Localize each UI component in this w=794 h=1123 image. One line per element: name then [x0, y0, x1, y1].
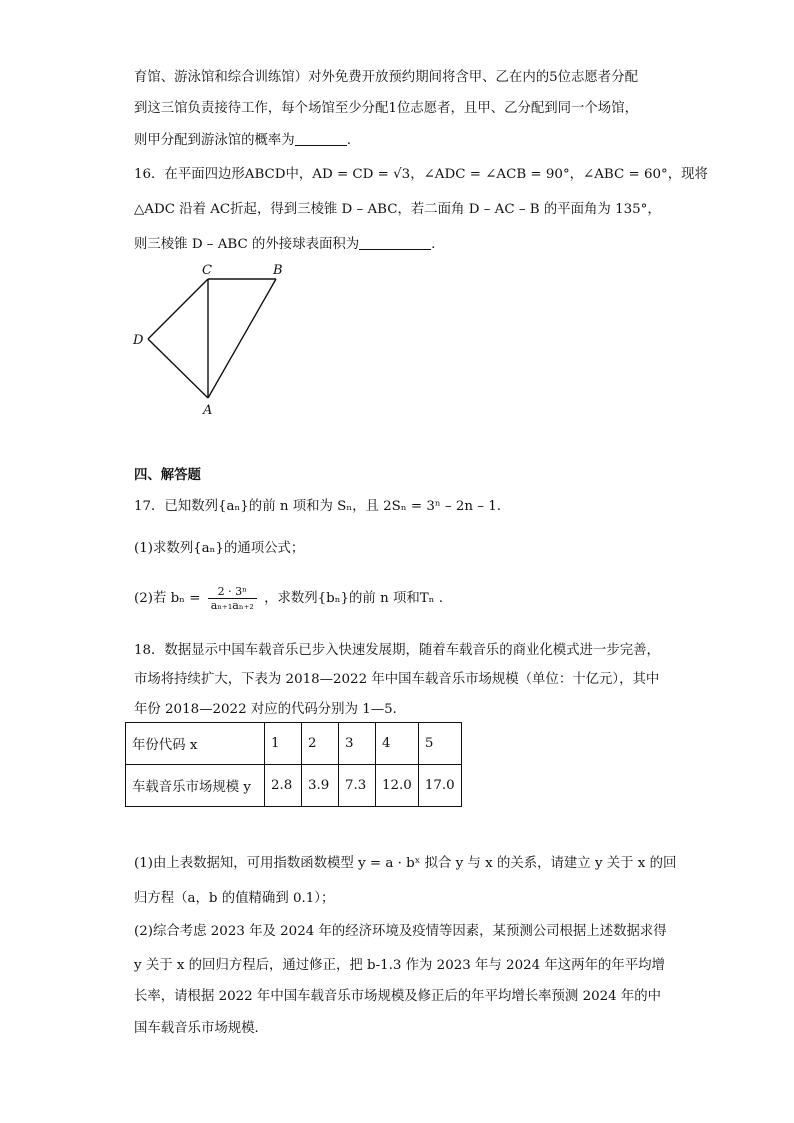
- question-18-part-2: (2)综合考虑 2023 年及 2024 年的经济环境及疫情等因素，某预测公司根据上述数据求得: [134, 924, 667, 939]
- table-row: [126, 723, 462, 765]
- table-cell: 3: [339, 723, 376, 765]
- text-span: .: [431, 237, 436, 252]
- question-16-line: 16．在平面四边形ABCD中，AD = CD = √3，∠ADC = ∠ACB = 90°，∠ABC = 60°，现将: [134, 167, 708, 182]
- question-18-part-1: 归方程（a，b 的值精确到 0.1）；: [134, 891, 335, 906]
- question-17-part-1: (1)求数列{aₙ}的通项公式；: [134, 541, 305, 556]
- vertex-label-b: B: [273, 263, 283, 278]
- text-span: ，求数列{bₙ}的前 n 项和Tₙ .: [264, 591, 443, 606]
- text-span: .: [346, 133, 351, 148]
- table-cell: 7.3: [339, 765, 376, 807]
- vertex-label-a: A: [203, 403, 213, 418]
- question-18-line: 18．数据显示中国车载音乐已步入快速发展期，随着车载音乐的商业化模式进一步完善，: [134, 643, 660, 658]
- text-line: [134, 131, 351, 150]
- data-table: [125, 722, 462, 807]
- table-cell: 车载音乐市场规模 y: [126, 765, 265, 807]
- table-cell: 5: [418, 723, 461, 765]
- question-16-line: △ADC 沿着 AC折起，得到三棱锥 D – ABC，若二面角 D – AC – B 的平面角为 135°，: [134, 202, 661, 217]
- question-18-part-2: y 关于 x 的回归方程后，通过修正，把 b-1.3 作为 2023 年与 2024 年这两年的年平均增: [134, 958, 665, 973]
- vertex-label-d: D: [133, 333, 144, 348]
- question-17-line: 17．已知数列{aₙ}的前 n 项和为 Sₙ，且 2Sₙ = 3ⁿ – 2n – 1.: [134, 499, 502, 514]
- table-cell: 12.0: [376, 765, 419, 807]
- fraction-numerator: 2 · 3ⁿ: [208, 585, 257, 599]
- vertex-label-c: C: [202, 263, 212, 278]
- table-cell: 3.9: [302, 765, 339, 807]
- text-span: (2)若 bₙ =: [134, 591, 201, 606]
- table-row: [126, 765, 462, 807]
- question-16-line: [134, 235, 435, 254]
- edge-cd: [148, 279, 208, 339]
- table-cell: 2.8: [265, 765, 302, 807]
- question-18-part-1: (1)由上表数据知，可用指数函数模型 y = a · bˣ 拟合 y 与 x 的关系，请建立 y 关于 x 的回: [134, 856, 677, 871]
- edge-da: [148, 339, 208, 398]
- table-cell: 4: [376, 723, 419, 765]
- question-18-line: 市场将持续扩大，下表为 2018—2022 年中国车载音乐市场规模（单位：十亿元），其中: [134, 672, 660, 687]
- text-line: 到这三馆负责接待工作，每个场馆至少分配1位志愿者，且甲、乙分配到同一个场馆，: [134, 101, 638, 116]
- text-span: 则甲分配到游泳馆的概率为: [134, 133, 295, 148]
- answer-blank: [359, 235, 431, 250]
- table-cell: 17.0: [418, 765, 461, 807]
- fraction: [208, 585, 257, 612]
- text-line: 育馆、游泳馆和综合训练馆）对外免费开放预约期间将含甲、乙在内的5位志愿者分配: [134, 70, 638, 85]
- table-cell: 2: [302, 723, 339, 765]
- question-18-part-2: 国车载音乐市场规模．: [134, 1021, 268, 1036]
- answer-blank: [295, 131, 347, 146]
- fraction-denominator: aₙ₊₁aₙ₊₂: [210, 599, 254, 612]
- table-cell: 1: [265, 723, 302, 765]
- question-17-part-2: [134, 584, 443, 614]
- edge-ba: [208, 279, 276, 398]
- quadrilateral-figure: [124, 255, 304, 420]
- question-18-line: 年份 2018—2022 对应的代码分别为 1—5．: [134, 702, 407, 717]
- section-heading: 四、解答题: [134, 468, 201, 483]
- table-cell: 年份代码 x: [126, 723, 265, 765]
- text-span: 则三棱锥 D – ABC 的外接球表面积为: [134, 237, 360, 252]
- question-18-part-2: 长率，请根据 2022 年中国车载音乐市场规模及修正后的年平均增长率预测 2024 年的中: [134, 989, 662, 1004]
